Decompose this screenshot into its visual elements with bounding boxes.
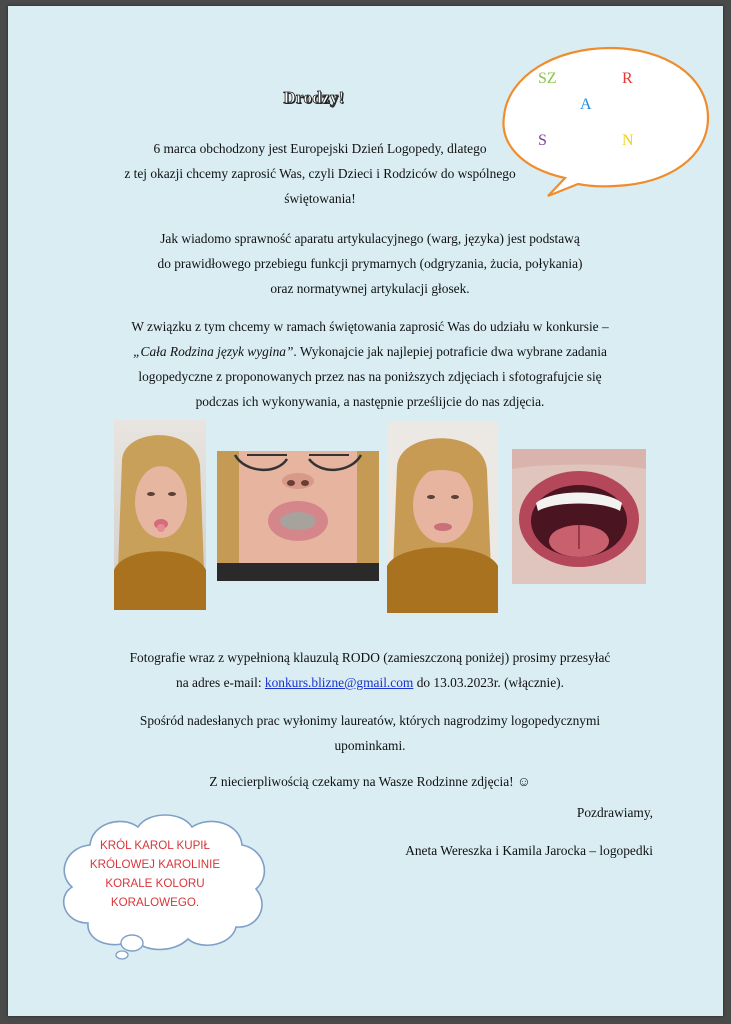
cloud-bubble-large bbox=[121, 935, 143, 951]
text-line: oraz normatywnej artykulacji głosek. bbox=[270, 281, 470, 296]
text-line: KRÓLOWEJ KAROLINIE bbox=[89, 858, 221, 871]
letter-r: R bbox=[622, 70, 633, 87]
cloud-bubble-small bbox=[116, 951, 128, 959]
text-line: do prawidłowego przebiegu funkcji prymarnych (odgryzania, żucia, połykania) bbox=[157, 256, 583, 271]
contest-paragraph bbox=[70, 314, 670, 414]
prizes-paragraph bbox=[60, 708, 680, 758]
text-line: Spośród nadesłanych prac wyłonimy laureatów, których nagrodzimy logopedycznymi bbox=[139, 713, 601, 728]
letter-s: S bbox=[538, 132, 547, 149]
text-line bbox=[60, 670, 680, 695]
email-link[interactable]: konkurs.blizne@gmail.com bbox=[264, 675, 414, 690]
text-line: z tej okazji chcemy zaprosić Was, czyli Dzieci i Rodziców do wspólnego bbox=[124, 166, 516, 181]
text-segment: do 13.03.2023r. (włącznie). bbox=[413, 675, 564, 690]
exercise-photo-puffed-cheeks bbox=[387, 421, 498, 613]
greeting: Pozdrawiamy, bbox=[576, 805, 653, 820]
exercise-photo-lips-closeup bbox=[217, 451, 379, 581]
text-line: upominkami. bbox=[334, 738, 406, 753]
text-segment: . Wykonajcie jak najlepiej potraficie dwa wybrane zadania bbox=[293, 344, 607, 359]
tongue-twister bbox=[66, 836, 244, 912]
submission-paragraph bbox=[60, 645, 680, 695]
articulation-paragraph bbox=[80, 226, 660, 301]
text-line: 6 marca obchodzony jest Europejski Dzień Logopedy, dlatego bbox=[153, 141, 487, 156]
exercise-photo-open-mouth bbox=[512, 449, 646, 584]
signature: Aneta Wereszka i Kamila Jarocka – logopedki bbox=[405, 843, 653, 858]
text-line: KORALE KOLORU bbox=[105, 877, 205, 890]
text-segment: na adres e-mail: bbox=[176, 675, 265, 690]
exercise-photo-tongue-out bbox=[114, 420, 206, 610]
text-line: W związku z tym chcemy w ramach świętowania zaprosić Was do udziału w konkursie – bbox=[131, 319, 609, 334]
text-line: KORALOWEGO. bbox=[110, 896, 200, 909]
text-line: Jak wiadomo sprawność aparatu artykulacyjnego (warg, języka) jest podstawą bbox=[160, 231, 580, 246]
text-line: świętowania! bbox=[284, 191, 356, 206]
letter-n: N bbox=[622, 132, 634, 149]
text-line: podczas ich wykonywania, a następnie prześlijcie do nas zdjęcia. bbox=[195, 394, 545, 409]
letter-a: A bbox=[580, 96, 592, 113]
text-line: logopedyczne z proponowanych przez nas na poniższych zdjęciach i sfotografujcie się bbox=[138, 369, 602, 384]
intro-paragraph bbox=[60, 136, 580, 211]
contest-name: „Cała Rodzina język wygina” bbox=[133, 344, 294, 359]
letter-sz: SZ bbox=[538, 70, 557, 87]
text-line: Fotografie wraz z wypełnioną klauzulą RODO (zamieszczoną poniżej) prosimy przesyłać bbox=[129, 650, 611, 665]
closing-paragraph: Z niecierpliwością czekamy na Wasze Rodzinne zdjęcia! ☺ bbox=[209, 774, 531, 789]
page-title: Drodzy! bbox=[283, 88, 345, 107]
text-line bbox=[70, 339, 670, 364]
text-line: KRÓL KAROL KUPIŁ bbox=[100, 839, 210, 852]
